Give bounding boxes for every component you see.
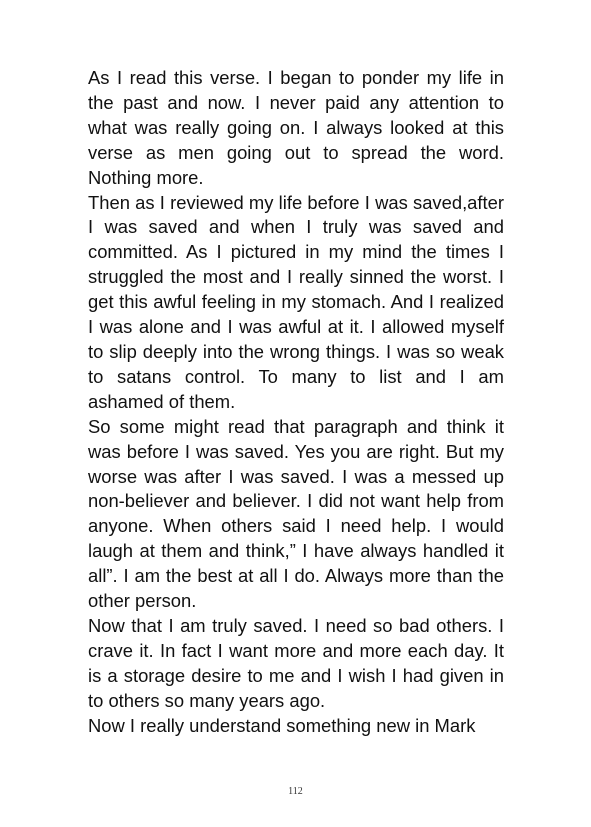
- paragraph-5: Now I really understand something new in Mark: [88, 714, 476, 736]
- page-number: 112: [288, 786, 303, 797]
- paragraph-2: Then as I reviewed my life before I was saved,after I was saved and when I truly was saved and committed. As I pictured in my mind the times I struggled the most and I really sinned the worst. I get this awful feeling in my stomach. And I realized I was alone and I was awful at it. I allowed myself to slip deeply into the wrong things. I was so weak to satans control. To many to list and I am ashamed of them.: [88, 191, 504, 412]
- body-text: [88, 66, 504, 738]
- paragraph-3: So some might read that paragraph and think it was before I was saved. Yes you are right. But my worse was after I was saved. I was a messed up non-believer and believer. I did not want help from anyone. When others said I need help. I would laugh at them and think,” I have always handled it all”. I am the best at all I do. Always more than the other person.: [88, 415, 504, 612]
- paragraph-4: Now that I am truly saved. I need so bad others. I crave it. In fact I want more and more each day. It is a storage desire to me and I wish I had given in to others so many years ago.: [88, 614, 504, 711]
- paragraph-1: As I read this verse. I began to ponder my life in the past and now. I never paid any attention to what was really going on. I always looked at this verse as men going out to spread the word. Nothing more.: [88, 67, 504, 188]
